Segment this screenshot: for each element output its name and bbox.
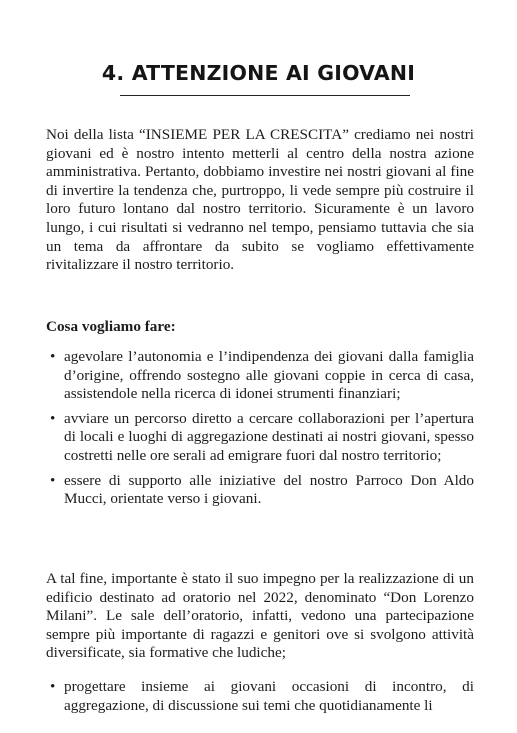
bullet-marker: • (50, 471, 56, 489)
intro-paragraph: Noi della lista “INSIEME PER LA CRESCITA” crediamo nei nostri giovani ed è nostro intento metterli al centro della nostra azione amministrativa. Pertanto, dobbiamo investire nei nostri giovani al fine di invertire la tendenza che, purtroppo, li vede sempre più costruire il loro futuro lontano dal nostro territorio. Sicuramente è un lavoro lungo, i cui risultati si vedranno nel tempo, pensiamo tuttavia che sia un tema da affrontare da subito se vogliamo effettivamente rivitalizzare il nostro territorio. (46, 126, 474, 274)
bullet-list (46, 348, 474, 515)
list-item-text: progettare insieme ai giovani occasioni di incontro, di aggregazione, di discussione sui temi che quotidianamente li (64, 678, 474, 714)
bullet-marker: • (50, 409, 56, 427)
bullet-marker: • (50, 678, 56, 695)
list-item-text: agevolare l’autonomia e l’indipendenza dei giovani dalla famiglia d’origine, offrendo sostegno alle giovani coppie in cerca di casa, assistendole nella ricerca di idonei strumenti finanziari; (64, 348, 474, 403)
list-item (46, 472, 474, 509)
list-item (46, 410, 474, 466)
list-item (46, 678, 474, 715)
bullet-list-continued (46, 678, 474, 721)
list-item (46, 348, 474, 404)
body-paragraph: A tal fine, importante è stato il suo impegno per la realizzazione di un edificio destinato ad oratorio nel 2022, denominato “Don Lorenzo Milani”. Le sale dell’oratorio, infatti, vedono una partecipazione sempre più importante di ragazzi e genitori ove si svolgono attività diversificate, sia formative che ludiche; (46, 570, 474, 662)
section-title: 4. ATTENZIONE AI GIOVANI (101, 61, 416, 85)
bullet-marker: • (50, 348, 56, 365)
list-item-text: essere di supporto alle iniziative del nostro Parroco Don Aldo Mucci, orientate verso i giovani. (64, 471, 474, 508)
title-underline (120, 95, 410, 96)
list-item-text: avviare un percorso diretto a cercare collaborazioni per l’apertura di locali e luoghi di aggregazione destinati ai nostri giovani, spesso costretti nelle ore serali ad emigrare fuori dal nostro territorio; (64, 409, 474, 464)
section-heading: Cosa vogliamo fare: (46, 318, 176, 335)
